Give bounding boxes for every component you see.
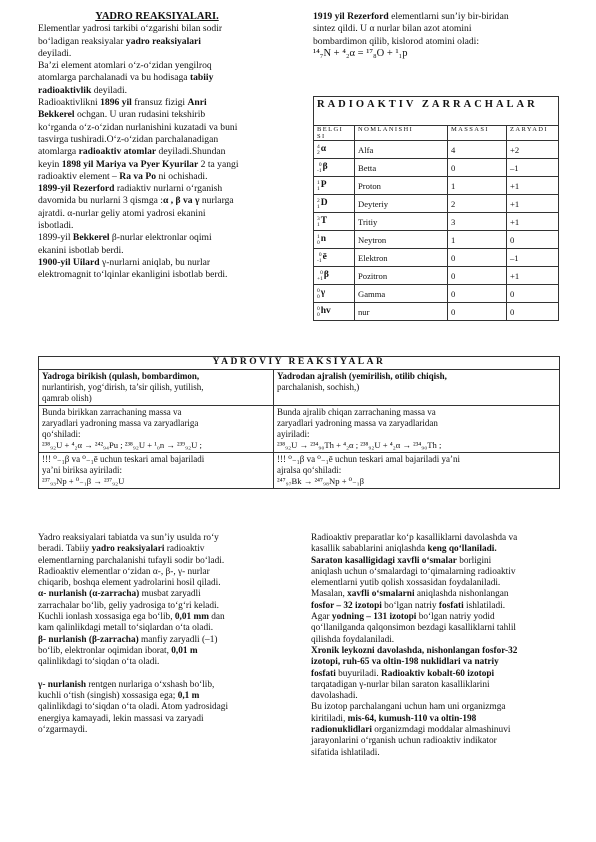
radiation-types-line: γ- nurlanish rentgen nurlariga o‘xshash bo‘lib, [38,679,215,690]
particle-table [313,96,559,321]
atomic-number: 1 [317,203,320,210]
particle-row [314,141,559,159]
medical-uses-line: davolashadi. [311,691,358,702]
particle-mass: 4 [448,141,507,159]
split-beta-equation: ²⁴⁷₉₇Bk → ²⁴⁷₉₈Np + ⁰₋₁β [277,476,365,486]
attach-rule-cell [39,406,274,453]
mass-number: 0 [320,269,323,276]
particle-symbol [314,141,355,159]
particle-name: Pozitron [355,267,448,285]
left-intro-line: davomida bu nurlarni 3 qismga :α , β va γ nurlarga [38,195,234,207]
left-intro-line: deyiladi. [38,47,72,59]
symbol-letter: P [320,180,327,191]
particle-name: Elektron [355,249,448,267]
medical-uses-line: jarayonlarini o‘rganish uchun radioaktiv indikator [311,736,497,747]
particle-symbol [314,249,355,267]
mass-number: 1 [317,233,320,240]
left-intro-line: ajratdi. α-nurlar geliy atomi yadrosi ekanini [38,207,206,219]
particle-table-title: RADIOAKTIV ZARRACHALAR [314,97,559,126]
particle-mass: 0 [448,159,507,177]
particle-row [314,249,559,267]
medical-uses-line: kasallik sabablarini aniqlashda keng qo‘llaniladi. [311,544,497,555]
medical-uses-line: radionuklidlari organizmdagi moddalar almashinuvi [311,725,511,736]
radiation-types-line: zarrachalar bo‘lib, geliy yadrosiga to‘g‘ri keladi. [38,600,219,611]
medical-uses-line: qilishda foydalaniladi. [311,634,395,645]
particle-name: Gamma [355,285,448,303]
rezerford-line-3: bombardimon qilib, kislorod atomini oladi: [313,35,480,47]
medical-uses-line: Masalan, xavfli o‘smalarni aniqlashda nishonlangan [311,589,509,600]
particle-row [314,213,559,231]
split-rule-line: zaryadlari yadroning massa va zaryadlaridan [277,418,438,428]
left-intro-text [38,23,276,281]
particle-header-mass: MASSASI [448,126,507,141]
symbol-letter: β [323,270,329,281]
reaction-table [38,356,560,489]
particle-mass: 0 [448,249,507,267]
medical-uses-line: Agar yodning – 131 izotopi bo‘lgan natriy yodid [311,612,495,623]
particle-symbol [314,267,355,285]
reaction-table-title: YADROVIY REAKSIYALAR [39,357,560,370]
radiation-types-line: Kuchli ionlash xossasiga ega bo‘lib, 0,01 mm dan [38,612,225,623]
mass-number: 0 [317,287,320,294]
page-title: YADRO REAKSIYALARI. [95,11,219,22]
split-header-cell [274,370,560,406]
rezerford-line-2: sintez qildi. U α nurlar bilan azot atomini [313,23,472,35]
particle-mass: 1 [448,177,507,195]
attach-beta-line: ya’ni biriksa ayiriladi: [42,465,122,475]
radiation-types-line: Yadro reaksiyalari tabiatda va sun’iy usulda ro‘y [38,533,219,543]
symbol-letter: D [320,198,328,209]
particle-row [314,231,559,249]
rezerford-line-1: 1919 yil Rezerford elementlarni sun’iy bir-biridan [313,11,509,22]
left-intro-block [38,11,276,282]
particle-symbol [314,303,355,321]
particle-name: nur [355,303,448,321]
symbol-letter: α [320,144,327,155]
mass-number: 0 [318,251,322,258]
left-intro-line: radioaktiv element – Ra va Po ni ochishadi. [38,170,208,182]
atomic-number: 1 [317,221,320,228]
radiation-types-line: qalinlikdagi to‘siqdan o‘ta oladi. Atom yadrosidagi [38,702,229,713]
particle-header-name: NOMLANISHI [355,126,448,141]
left-intro-line: Elementlar yadrosi tarkibi o‘zgarishi bilan sodir [38,23,223,35]
particle-charge: –1 [507,249,559,267]
particle-name: Deyteriy [355,195,448,213]
attach-header-line: Yadroga birikish (qulash, bombardimon, [42,371,200,381]
particle-symbol [314,159,355,177]
particle-mass: 0 [448,285,507,303]
particle-charge: +1 [507,177,559,195]
particle-symbol [314,195,355,213]
atomic-number: -1 [317,167,322,174]
radiation-types-line: beradi. Tabiiy yadro reaksiyalari radioaktiv [38,544,205,555]
attach-beta-equation: ²³⁷₉₃Np + ⁰₋₁β → ²³⁷₉₂U [42,476,125,486]
left-intro-line: ko‘rganda o‘z-o‘zidan nurlanishini kuzatadi va buni [38,121,238,133]
left-intro-line: Bekkerel ochgan. U uran rudasini tekshirib [38,109,206,121]
mass-number: 2 [317,197,320,204]
left-intro-line: 1899-yil Bekkerel β-nurlar elektronlar oqimi [38,232,212,244]
left-intro-line: isbotladi. [38,220,74,232]
medical-uses-text [311,533,573,759]
left-intro-line: tasvirga tushiradi.O‘z-o‘zidan parchalanadigan [38,133,219,145]
split-header-line: parchalanish, sochish,) [277,382,360,392]
medical-uses-line: fosfor – 32 izotopi bo‘lgan natriy fosfati ishlatiladi. [311,600,506,611]
particle-charge: +2 [507,141,559,159]
left-intro-line: radioaktivlik deyiladi. [38,84,128,96]
medical-uses-line: Saraton kasalligidagi xavfli o‘smalar borligini [311,555,492,566]
left-intro-line: ekanini isbotlab berdi. [38,244,124,256]
radiation-types-line: elementlarning parchalanishi tufayli sodir bo‘ladi. [38,555,225,566]
left-intro-line: keyin 1898 yil Mariya va Pyer Kyurilar 2 ta yangi [38,158,239,170]
symbol-letter: γ [320,288,326,299]
attach-header-line: qamrab olish) [42,393,92,403]
mass-number: 0 [318,161,322,168]
attach-rule-line: Bunda birikkan zarrachaning massa va [42,407,182,417]
particle-symbol [314,285,355,303]
rezerford-equation: ¹⁴₇N + ⁴₂α = ¹⁷₈O + ¹₁p [313,47,408,59]
particle-name: Tritiy [355,213,448,231]
particle-charge: –1 [507,159,559,177]
medical-uses-line: sifatida ishlatiladi. [311,747,380,758]
medical-uses-line: kiritiladi, mis-64, kumush-110 va oltin-198 [311,713,477,724]
particle-charge: 0 [507,285,559,303]
particle-mass: 3 [448,213,507,231]
left-intro-line: bo‘ladigan reaksiyalar yadro reaksiyalari [38,35,201,47]
particle-row [314,303,559,321]
radiation-types-line: Radioaktiv elementlar o‘zidan α-, β-, γ- nurlar [38,566,210,577]
attach-rule-line: zaryadlari yadroning massa va zaryadlariga [42,418,199,428]
split-equation: ²³⁸₉₂U → ²³⁴₉₀Th + ⁴₂α ; ²³⁸₉₂U + ⁴₂α → ²³⁴₉₀Th ; [277,440,442,450]
particle-row [314,177,559,195]
radiation-types-line: β- nurlanish (β-zarracha) manfiy zaryadli (–1) [38,634,218,645]
split-beta-line: !!! ⁰₋₁β va ⁰₋₁ē uchun teskari amal bajariladi ya’ni [277,454,461,464]
radiation-types-line: bo‘lib, elektronlar oqimidan iborat, 0,01 m [38,645,198,656]
attach-beta-cell [39,453,274,489]
split-beta-line: ajralsa qo‘shiladi: [277,465,342,475]
attach-equation: ²³⁸₉₂U + ⁴₂α → ²⁴²₉₄Pu ; ²³⁸₉₂U + ¹₀n → ²³⁹₉₂U ; [42,440,202,450]
symbol-letter: β [322,162,328,173]
particle-name: Alfa [355,141,448,159]
split-beta-cell [274,453,560,489]
right-intro-block [313,11,573,60]
particle-charge: +1 [507,213,559,231]
particle-charge: +1 [507,267,559,285]
particle-symbol [314,231,355,249]
particle-mass: 1 [448,231,507,249]
medical-uses-line: Xronik leykozni davolashda, nishonlangan fosfor-32 [311,645,518,656]
attach-beta-line: !!! ⁰₋₁β va ⁰₋₁ē uchun teskari amal bajariladi [42,454,205,464]
mass-number: 0 [317,305,320,312]
mass-number: 3 [317,215,320,222]
radiation-types-text [38,533,290,736]
mass-number: 1 [317,179,320,186]
radiation-types-line: chiqarib, boshqa element yadrolarini hosil qiladi. [38,578,221,589]
medical-uses-line: aniqlash uchun o‘smalardagi to‘qimalarning radioaktiv [311,566,516,577]
medical-uses-line: qo‘llanilganda qalqonsimon bezdagi kasalliklarni tahlil [311,623,516,634]
atomic-number: +1 [317,275,323,282]
attach-rule-line: qo‘shiladi: [42,429,81,439]
atomic-number: 0 [317,293,320,300]
medical-uses-line: fosfati buyuriladi. Radioaktiv kobalt-60 izotopi [311,668,495,679]
particle-name: Proton [355,177,448,195]
mass-number: 4 [317,143,320,150]
particle-name: Neytron [355,231,448,249]
atomic-number: -1 [317,257,322,264]
radiation-types-line: energiya kamayadi, lekin massasi va zaryadi [38,713,204,724]
particle-name: Betta [355,159,448,177]
medical-uses-line: izotopi, ruh-65 va oltin-198 nuklidlari va natriy [311,657,499,668]
particle-row [314,267,559,285]
left-intro-line: atomlarga radioaktiv atomlar deyiladi.Shundan [38,146,226,158]
split-rule-cell [274,406,560,453]
left-intro-line: Ba’zi element atomlari o‘z-o‘zidan yengilroq [38,60,212,72]
medical-uses-line: tarqatadigan γ-nurlar bilan saraton kasalliklarini [311,679,490,690]
particle-mass: 0 [448,303,507,321]
left-intro-line: elektromagnit to‘lqinlar ekanligini isbotlab berdi. [38,269,228,281]
split-rule-line: Bunda ajralib chiqan zarrachaning massa va [277,407,436,417]
particle-symbol [314,177,355,195]
symbol-letter: T [320,216,328,227]
particle-mass: 2 [448,195,507,213]
split-header-line: Yadrodan ajralish (yemirilish, otilib chiqish, [277,371,447,381]
particle-charge: 0 [507,231,559,249]
atomic-number: 1 [317,185,320,192]
particle-row [314,285,559,303]
particle-mass: 0 [448,267,507,285]
split-rule-line: ayiriladi: [277,429,310,439]
left-intro-line: Radioaktivlikni 1896 yil fransuz fizigi Anri [38,97,207,109]
medical-uses-line: elementlarni yutib qolish xossasidan foydalaniladi. [311,578,501,589]
symbol-letter: hv [320,306,331,317]
particle-header-charge: ZARYADI [507,126,559,141]
atomic-number: 0 [317,239,320,246]
symbol-letter: n [320,234,327,245]
radiation-types-line: o‘zgarmaydi. [38,725,88,736]
left-intro-line: atomlarga parchalanadi va bu hodisaga tabiiy [38,72,214,84]
left-intro-line: 1899-yil Rezerford radiaktiv nurlarni o‘rganish [38,183,223,195]
attach-header-cell [39,370,274,406]
particle-charge: +1 [507,195,559,213]
radiation-types-line [38,669,290,680]
radiation-types-line: kuchli o‘tish (singish) xossasiga ega; 0,1 m [38,691,200,702]
atomic-number: 2 [317,149,320,156]
attach-header-line: nurlantirish, yog‘dirish, ta’sir qilish, yutilish, [42,382,204,392]
radiation-types-line: α- nurlanish (α-zarracha) musbat zaryadli [38,589,201,600]
particle-row [314,195,559,213]
particle-symbol [314,213,355,231]
particle-row [314,159,559,177]
radiation-types-line: qalinlikdagi to‘siqdan o‘ta oladi. [38,657,160,668]
particle-header-symbol: BELGI SI [314,126,355,141]
symbol-letter: ē [322,252,327,263]
particle-charge: 0 [507,303,559,321]
radiation-types-line: kam qalinlikdagi metall to‘siqlardan o‘ta oladi. [38,623,214,634]
medical-uses-line: Radioaktiv preparatlar ko‘p kasalliklarni davolashda va [311,533,518,543]
atomic-number: 0 [317,311,320,318]
medical-uses-line: Bu izotop parchalangani uchun ham uni organizmga [311,702,506,713]
left-intro-line: 1900-yil Uilard γ-nurlarni aniqlab, bu nurlar [38,256,211,268]
